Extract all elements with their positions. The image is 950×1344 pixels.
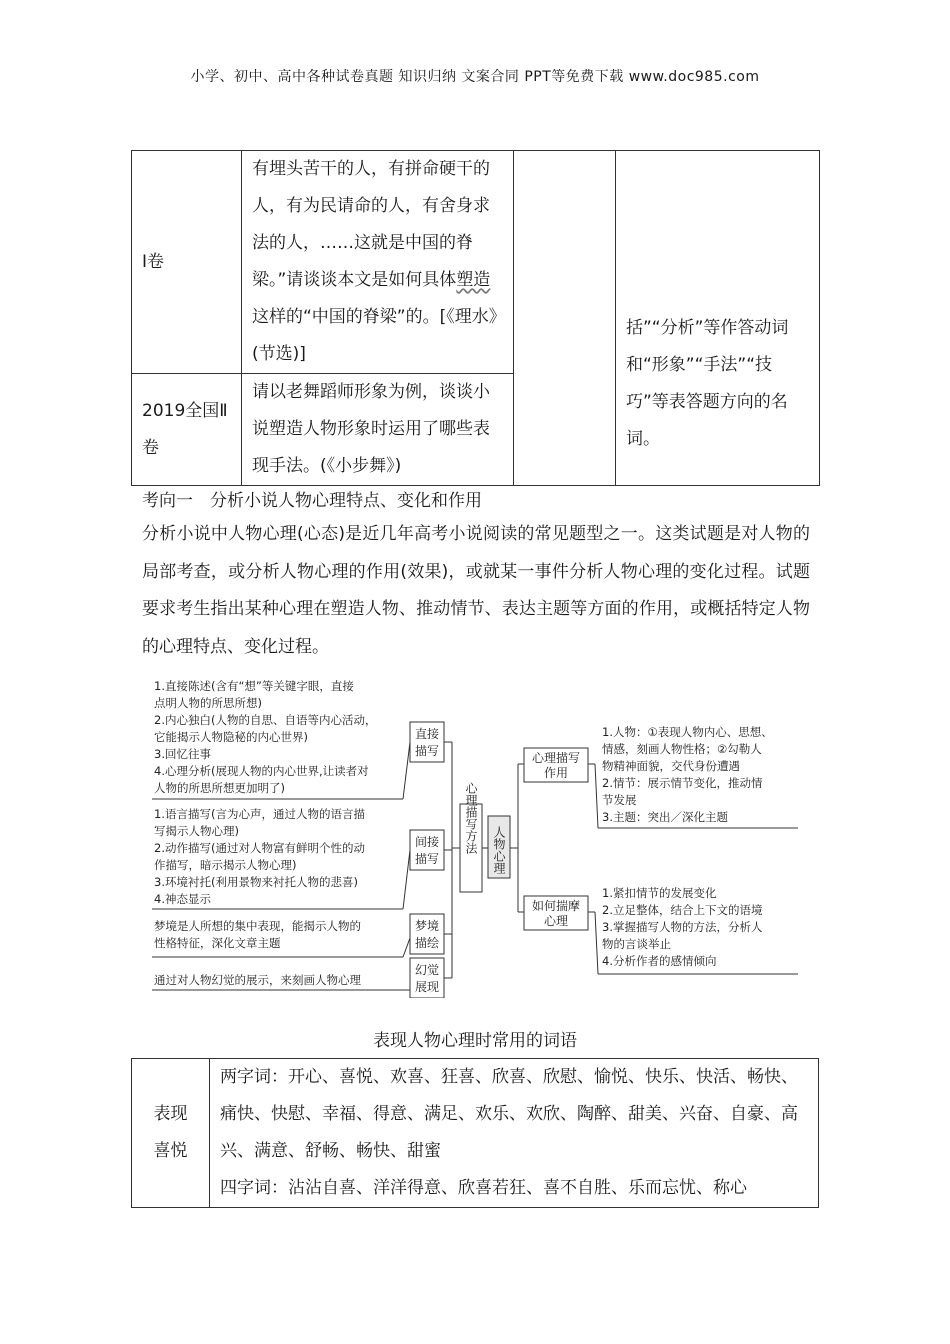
indirect-line: 写揭示人物心理) (154, 824, 239, 838)
how-line: 1.紧扣情节的发展变化 (602, 886, 717, 900)
indirect-line: 3.环境衬托(利用景物来衬托人物的悲喜) (154, 875, 358, 889)
function-label: 作用 (543, 766, 569, 780)
direction-paragraph: 分析小说中人物心理(心态)是近几年高考小说阅读的常见题型之一。这类试题是对人物的局部考查，或分析人物心理的作用(效果)，或就某一事件分析人物心理的变化过程。试题要求考生指出某种心理在塑造人物、推动情节、表达主题等方面的作用，或概括特定人物的心理特点、变化过程。 (142, 524, 810, 657)
indirect-label: 间接 (414, 835, 440, 849)
direct-line: 点明人物的所思所想) (154, 696, 262, 710)
indirect-line: 4.神态显示 (154, 892, 211, 906)
methods-node: 心理描写方法 (464, 782, 478, 854)
note-cell (616, 151, 820, 486)
exam-question-cell (242, 151, 514, 374)
illusion-label: 幻觉 (414, 963, 440, 977)
words-category: 表现喜悦 (153, 1104, 188, 1161)
exam-label: 2019全国Ⅱ卷 (142, 400, 228, 458)
direct-line: 4.心理分析(展现人物的内心世界,让读者对 (154, 764, 369, 778)
exam-table (131, 150, 820, 486)
how-line: 2.立足整体，结合上下文的语境 (602, 903, 763, 917)
how-line: 3.掌握描写人物的方法，分析人 (602, 920, 763, 934)
exam-question-wavy-word: 塑造 (456, 270, 491, 290)
function-line: 1.人物：①表现人物内心、思想、 (602, 725, 773, 739)
how-line: 4.分析作者的感情倾向 (602, 954, 717, 968)
exam-question-part-b: 这样的“中国的脊梁”的。[《理水》(节选)] (252, 307, 498, 364)
direct-label: 描写 (414, 744, 440, 758)
exam-label-cell (132, 374, 242, 486)
indirect-line: 2.动作描写(通过对人物富有鲜明个性的动 (154, 841, 365, 855)
dream-label: 梦境 (414, 919, 440, 933)
function-label: 心理描写 (531, 751, 581, 765)
direction-heading: 考向一 分析小说人物心理特点、变化和作用 (142, 491, 482, 511)
how-line: 物的言谈举止 (602, 937, 671, 951)
words-caption: 表现人物心理时常用的词语 (373, 1031, 577, 1051)
dream-line: 梦境是人所想的集中表现，能揭示人物的 (154, 919, 361, 933)
illusion-label: 展现 (414, 980, 440, 994)
four-char-words: 沾沾自喜、洋洋得意、欣喜若狂、喜不自胜、乐而忘忧、称心 (288, 1178, 747, 1198)
illusion-line: 通过对人物幻觉的展示，来刻画人物心理 (154, 973, 361, 987)
two-char-label: 两字词： (220, 1067, 288, 1087)
exam-question-part-a: 有埋头苦干的人，有拼命硬干的人，有为民请命的人，有舍身求法的人，……这就是中国的脊梁。”请谈谈本文是如何具体 (252, 159, 490, 290)
indirect-line: 1.语言描写(言为心声，通过人物的语言描 (154, 807, 365, 821)
two-char-words: 开心、喜悦、欢喜、狂喜、欣喜、欣慰、愉悦、快乐、快活、畅快、痛快、快慰、幸福、得意、满足、欢乐、欢欣、陶醉、甜美、兴奋、自豪、高兴、满意、舒畅、畅快、甜蜜 (220, 1067, 798, 1161)
four-char-label: 四字词： (220, 1178, 288, 1198)
function-line: 2.情节：展示情节变化，推动情 (602, 776, 763, 790)
indirect-line: 作描写，暗示揭示人物心理) (154, 858, 297, 872)
page-header: 小学、初中、高中各种试卷真题 知识归纳 文案合同 PPT等免费下载 www.doc985.com (190, 69, 760, 85)
exam-question: 请以老舞蹈师形象为例，谈谈小说塑造人物形象时运用了哪些表现手法。(《小步舞》) (252, 382, 490, 476)
direct-label: 直接 (414, 727, 440, 741)
four-char-cell (210, 1170, 819, 1208)
exam-label: Ⅰ卷 (142, 251, 165, 272)
dream-line: 性格特征，深化文章主题 (154, 936, 281, 950)
mindmap (140, 668, 810, 998)
direct-line: 它能揭示人物隐秘的内心世界) (154, 730, 308, 744)
function-line: 3.主题：突出／深化主题 (602, 810, 728, 824)
direct-line: 2.内心独白(人物的自思、自语等内心活动， (154, 713, 377, 727)
indirect-label: 描写 (414, 852, 440, 866)
function-line: 情感，刻画人物性格；②勾勒人 (602, 742, 762, 756)
answer-note: 括”“分析”等作答动词和“形象”“手法”“技巧”等表答题方向的名词。 (626, 318, 789, 449)
center-node: 人物心理 (492, 826, 506, 874)
function-line: 节发展 (602, 793, 637, 807)
words-table (131, 1058, 819, 1208)
two-char-cell (210, 1059, 819, 1171)
how-label: 心理 (543, 914, 569, 928)
how-label: 如何揣摩 (531, 899, 581, 913)
direct-line: 1.直接陈述(含有“想”等关键字眼，直接 (154, 679, 354, 693)
dream-label: 描绘 (414, 936, 440, 950)
function-line: 物精神面貌，交代身份遭遇 (602, 759, 740, 773)
direct-line: 3.回忆往事 (154, 747, 211, 761)
exam-label-cell (132, 151, 242, 374)
empty-cell (514, 151, 616, 486)
direct-line: 人物的所思所想更加明了) (154, 781, 285, 795)
words-category-cell (132, 1059, 210, 1208)
exam-question-cell (242, 374, 514, 486)
